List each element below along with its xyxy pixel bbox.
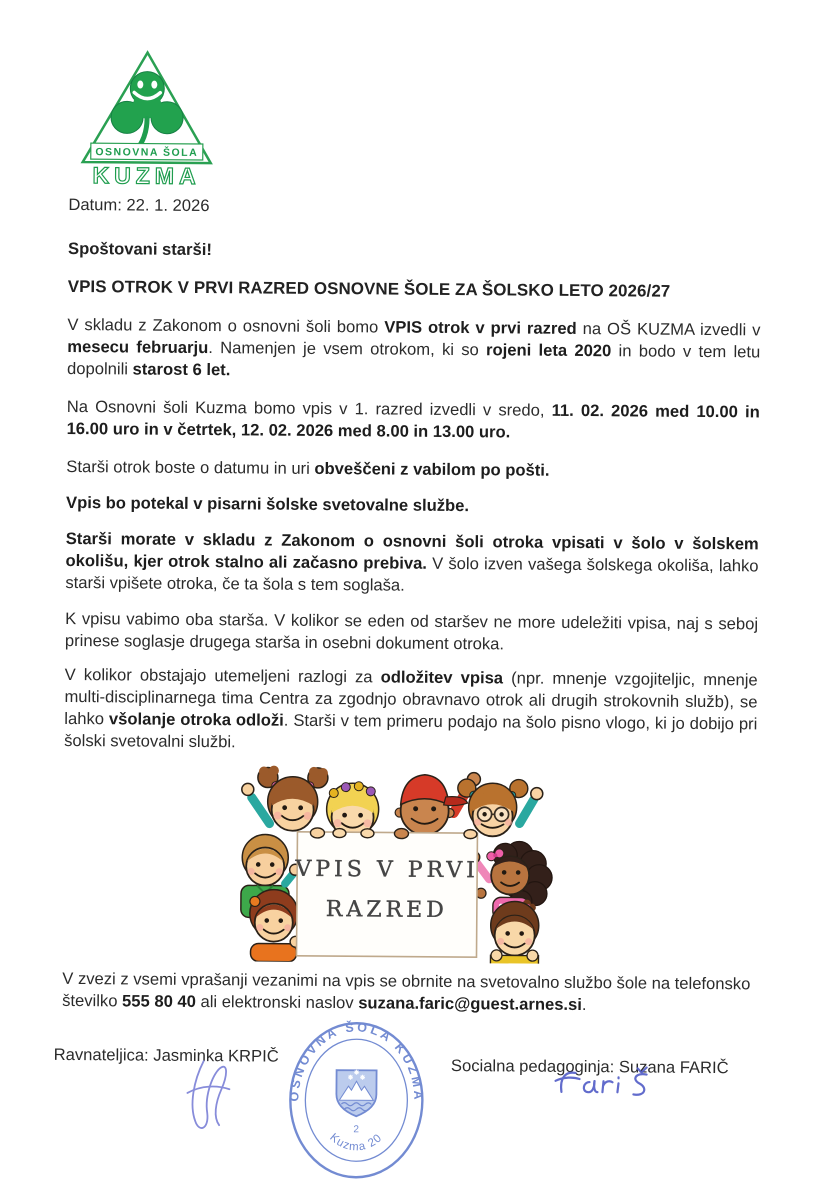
paragraph-intro-law [67, 314, 760, 385]
bold-text-segment: VPIS otrok v prvi razred [384, 317, 577, 338]
text-segment: . Namenjen je vsem otrokom, ki so [208, 338, 487, 360]
paragraph-postponement [64, 664, 758, 757]
text-segment: V kolikor obstajajo utemeljeni razlogi za [64, 664, 381, 687]
text-segment: ali elektronski naslov [195, 991, 359, 1013]
text-segment: K vpisu vabimo oba starša. V kolikor se eden od staršev ne more udeležiti vpisa, naj s seboj prinese soglasje drugega starša in osebni dokument otroka. [64, 608, 759, 654]
pedagogue-label: Socialna pedagoginja: Suzana FARIČ [450, 1055, 729, 1078]
bold-text-segment: starost 6 let. [132, 359, 231, 380]
bold-text-segment: obveščeni z vabilom po pošti. [314, 458, 550, 480]
school-stamp [287, 1020, 426, 1181]
bold-text-segment: 555 80 40 [122, 991, 196, 1011]
bold-text-segment: všolanje otroka odloži [108, 709, 284, 730]
bold-text-segment: mesecu februarju [67, 336, 209, 358]
text-segment: Starši otrok boste o datumu in uri [66, 456, 315, 478]
text-segment: V zvezi z vsemi vprašanji vezanimi na vpis se obrnite na svetovalno službo šole na telefonsko številko [62, 968, 751, 1011]
children-illustration [226, 761, 568, 964]
paragraph-school-district [65, 528, 758, 599]
paragraph-both-parents [65, 608, 758, 657]
children-sign-drawing [226, 761, 568, 964]
text-segment: in bodo v tem letu dopolnili [67, 341, 761, 379]
paragraph-contact [62, 968, 755, 1017]
logo-school-place: KUZMA [92, 162, 201, 189]
text-segment: (npr. mnenje vzgojiteljic, mnenje multi-disciplinarnega tima Centra za zgodnjo obravnavo otrok ali drugih strokovnih služb), se lahko [64, 668, 758, 729]
logo-school-name: OSNOVNA ŠOLA [95, 146, 199, 159]
child-girl-orange-shirt [249, 889, 301, 961]
bold-text-segment: rojeni leta 2020 [485, 340, 612, 361]
paragraph-enrollment-dates [67, 396, 760, 445]
sign-text-line1: VPIS V PRVI [295, 856, 480, 884]
child-girl-yellow-shirt [490, 899, 539, 964]
bold-text-segment: Vpis bo potekal v pisarni šolske svetovalne službe. [65, 492, 470, 516]
stamp-ring-text: OSNOVNA ŠOLA KUZMA [287, 1020, 426, 1103]
bold-text-segment: suzana.faric@guest.arnes.si [358, 993, 583, 1015]
coat-of-arms-icon [336, 1070, 376, 1117]
paragraph-mail-notice [66, 456, 759, 483]
text-segment: . Starši v tem primeru podajo na šolo pisno vlogo, ki jo dobijo pri šolski svetovalni službi. [64, 710, 758, 752]
bold-text-segment: Starši morate v skladu z Zakonom o osnovni šoli otroka vpisati v šolo v šolskem okolišu, kjer otrok stalno ali začasno prebiva. [65, 528, 759, 573]
text-segment: . [581, 995, 587, 1015]
sign-text-line2: RAZRED [325, 897, 448, 923]
bold-text-segment: 11. 02. 2026 med 10.00 in 16.00 uro in v četrtek, 12. 02. 2026 med 8.00 in 13.00 uro. [66, 400, 760, 442]
salutation: Spoštovani starši! [67, 238, 212, 260]
text-segment: na OŠ KUZMA izvedli v [576, 318, 761, 340]
text-segment: Na Osnovni šoli Kuzma bomo vpis v 1. razred izvedli v sredo, [66, 396, 552, 420]
stamp-bottom-text: Kuzma 20 [327, 1131, 385, 1154]
bold-text-segment: odložitev vpisa [380, 667, 504, 688]
text-segment: V šolo izven vašega šolskega okoliša, lahko starši vpišete otroka, če ta šola s tem soglaša. [65, 553, 759, 595]
child-girl-glasses [457, 779, 542, 837]
paragraph-location [66, 492, 759, 519]
date-line: Datum: 22. 1. 2026 [68, 194, 210, 216]
principal-label: Ravnateljica: Jasminka KRPIČ [53, 1044, 279, 1066]
letter-title: VPIS OTROK V PRVI RAZRED OSNOVNE ŠOLE ZA ŠOLSKO LETO 2026/27 [67, 276, 671, 301]
child-girl-pigtails [241, 765, 328, 831]
text-segment: V skladu z Zakonom o osnovni šoli bomo [67, 314, 385, 337]
signature-krpic [169, 1055, 240, 1141]
stamp-number: 2 [353, 1124, 359, 1136]
sign-board [294, 828, 479, 957]
signature-faric [551, 1066, 666, 1109]
